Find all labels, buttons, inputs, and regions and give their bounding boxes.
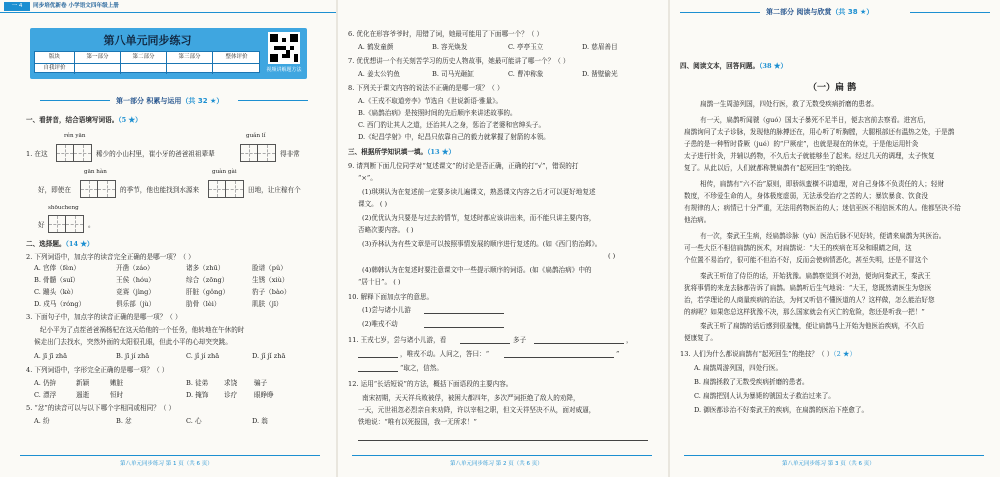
option[interactable]: D. 戍马（róng）: [34, 300, 86, 308]
q10-item: (1)尝与诸小儿游: [362, 306, 411, 314]
pinyin: gān hàn: [84, 169, 107, 175]
q7-stem: 7. 优优想讲一个有关刻苦学习的历史人物故事，她最可能讲了哪一个？（ ）: [348, 57, 570, 65]
passage-line: 太子进行针灸，并辅以药物，不久后太子就能够坐了起来。经过几天的调理，太子恢复: [684, 152, 935, 160]
option: 综合（zōng）: [186, 276, 229, 284]
option[interactable]: C. jǐ jí zhā: [186, 352, 220, 360]
q11-text: ，唯戎不动。人问之，答曰：“: [400, 350, 490, 358]
option: 诸多（zhū）: [186, 264, 225, 272]
passage-line: 秦武王听信了侍臣的话，开始犹豫。扁鹊察觉到不对劲，便询问秦武王，秦武王: [700, 272, 931, 280]
answer-line[interactable]: [534, 343, 624, 344]
q1-text: 得非常: [280, 150, 300, 158]
q10-item: (2)唯戎不动: [362, 320, 398, 328]
option: 豹子（bào）: [252, 288, 291, 296]
option: 恒时: [110, 391, 124, 399]
q3-text: 纪小平为了点茬爸爸祸杨杞在这天给他的一个任务，他转地在午休的时: [40, 326, 245, 334]
option[interactable]: A. 官俸（fèn）: [34, 264, 80, 272]
q11-text: 11. 王戎七岁，尝与诸小儿游，看: [348, 336, 447, 344]
passage-line: 子患的是一种暂时昏厥（jué）的“尸厥症”，也就是现在的休克，于是他运用针灸: [684, 140, 919, 148]
header-rule: [0, 12, 336, 13]
q9-item[interactable]: 课文。 ( ): [358, 200, 388, 208]
option: 眼睁睁: [254, 391, 274, 399]
option[interactable]: A. jī jī zhā: [34, 352, 68, 360]
option: 脸谱（pǔ）: [252, 264, 287, 272]
option[interactable]: B. 容光焕发: [432, 43, 468, 51]
q9-stem: 9. 请判断下面几位同学对“复述课文”的讨论是否正确，正确的打“√”，错误的打: [348, 162, 579, 170]
option[interactable]: B. 扁鹊拯救了无数受疾病折磨的患者。: [694, 378, 809, 386]
rubric-row-label: 自我评价: [35, 63, 75, 74]
q1-text: 好，即使在: [38, 186, 71, 194]
option: 竞赛（jìng）: [116, 288, 155, 296]
answer-line[interactable]: [460, 343, 510, 344]
option: 肋骨（lèi）: [186, 300, 221, 308]
page-footer: 第八单元同步练习 第 3 页（共 6 页）: [782, 461, 875, 467]
rubric-header: 版块: [35, 52, 75, 63]
option: 诊疗: [224, 391, 238, 399]
passage-line: 扁鹊一生周游列国，四处行医，救了无数受疾病折磨的患者。: [700, 100, 879, 108]
option[interactable]: B. 徒弟: [186, 379, 209, 387]
rubric-header: 第三部分: [167, 52, 213, 63]
answer-line[interactable]: [424, 327, 504, 328]
q9-item[interactable]: “居十日”。 ( ): [358, 278, 401, 286]
passage-line: 可一些大臣不相信扁鹊的医术，对扁鹊说：“大王的疾病在耳朵和眼睛之间，这: [684, 244, 912, 252]
answer-grid[interactable]: [80, 180, 116, 198]
option[interactable]: D.《纪昌学射》中，纪昌只依靠自己的毅力就掌握了射箭的本领。: [358, 133, 550, 141]
q11-text: “取之，信然。: [400, 364, 443, 372]
rubric-header: 第二部分: [121, 52, 167, 63]
passage-line: 他治病。: [684, 216, 711, 224]
rubric-header: 整体评价: [225, 54, 248, 60]
option[interactable]: B. 司马光砸缸: [432, 70, 475, 78]
q12-text: 南宋初期，天天祥兵败被俘，被困大都四年，多次严词拒绝了敌人的劝降，: [362, 394, 580, 402]
q9-stem: “×”。: [358, 174, 377, 182]
option: 肝脏（gǒng）: [186, 288, 230, 296]
option: 开凿（záo）: [116, 264, 154, 272]
answer-line[interactable]: [358, 371, 398, 372]
answer-grid[interactable]: [48, 215, 84, 233]
q1-text: 。: [88, 221, 95, 229]
answer-grid[interactable]: [56, 144, 92, 162]
passage-line: 有一天，扁鹊听闻虢（guó）国太子暴死不足半日，便去宫前去察看。进宫后，: [700, 116, 931, 124]
option: 生锈（xiù）: [252, 276, 289, 284]
pinyin: shōucheng: [48, 205, 79, 211]
option[interactable]: B. 忿: [116, 417, 132, 425]
part2-heading: 第二部分 阅读与欣赏（共 38 ★）: [766, 8, 874, 16]
pinyin: guǎn lǐ: [246, 133, 266, 139]
pinyin: rén yān: [64, 133, 86, 139]
option[interactable]: A.《王戎不取道旁李》节选自《世说新语·雅量》。: [358, 97, 503, 105]
q1-text: 田地，让庄稼有个: [248, 186, 301, 194]
q4-stem: 4. 下列词语中，字形完全正确的是哪一项？（ ）: [26, 366, 169, 374]
option[interactable]: C. 蹦头（kè）: [34, 288, 78, 296]
option: 肌肤（jī）: [252, 300, 283, 308]
q3-text: 候走出门去找水，突然外面的太阳很孔眼，但此小平的心却突突跳。: [34, 338, 232, 346]
option[interactable]: C. 扁鹊把别人认为暴毙的虢国太子救治过来了。: [694, 392, 835, 400]
option[interactable]: C. 西门豹让其人之道，还治其人之身，惩治了老婆和官绅头子。: [358, 121, 546, 129]
passage-line: 个位置不易治疗，很可能不但治不好，反而会使病情恶化，甚至失明，还是不冒这个: [684, 256, 928, 264]
q9-item[interactable]: 否略次要内容。 ( ): [358, 226, 414, 234]
q9-item: (3)乔林认为有些文章是可以按照事情发展的顺序进行复述的。(如《西门豹治邺》。: [362, 240, 602, 248]
option[interactable]: C. 亭亭玉立: [508, 43, 544, 51]
section2-title: 二、选择题。（14 ★）: [26, 240, 94, 248]
option: 王侯（hóu）: [116, 276, 155, 284]
q1-text: 好: [38, 221, 45, 229]
option[interactable]: C. 漂浮: [34, 391, 57, 399]
option: 嫩脏: [110, 379, 124, 387]
option[interactable]: B. jī jí zhā: [116, 352, 150, 360]
section1-title: 一、看拼音，结合语境写词语。（5 ★）: [26, 116, 142, 124]
part1-label: 第一部分 积累与运用: [116, 97, 182, 105]
q3-stem: 3. 下面句子中，加点字的读音正确的是哪一项？（ ）: [26, 313, 182, 321]
passage-line: 相传，扁鹊有“六不治”原则，即骄纵蛮横不讲道理，对自己身体不负责任的人；轻财: [700, 180, 945, 188]
q1-text: 稀少的小山村里，崔小牙的爸爸祖祖辈辈: [96, 150, 215, 158]
page-header: [0, 0, 336, 14]
option[interactable]: A. 仍拚: [34, 379, 57, 387]
q11-text: 多子: [513, 336, 527, 344]
q8-stem: 8. 下列关于课文内容的说法不正确的是哪一项？（ ）: [348, 84, 504, 92]
passage-line: 扁鹊询问了太子诊脉，发现他的脉搏还在，用心听了听胸膛，大腿根部还有温热之处，于是鹊: [684, 128, 955, 136]
unit-title: 第八单元同步练习: [103, 34, 192, 47]
passage-line: 犹将事情的来龙去脉都告诉了扁鹊。扁鹊听后生气地说：“大王，您既然请医生为您医: [684, 284, 932, 292]
option[interactable]: D. 掩饰: [186, 391, 209, 399]
passage-line: 数度，不珍爱生命的人，身体极度虚弱，无法承受治疗之苦的人；暴饮暴食、饮食没: [684, 192, 928, 200]
answer-line[interactable]: [504, 357, 614, 358]
q11-text: ”: [616, 350, 620, 358]
section3-title: 三、根据所学知识填一填。（13 ★）: [348, 148, 456, 156]
option[interactable]: D. 慈眉善目: [582, 43, 618, 51]
q10-stem: 10. 解释下面加点字的意思。: [348, 293, 434, 301]
option: 新颖: [76, 379, 90, 387]
answer-line[interactable]: [358, 357, 398, 358]
q9-item: (1)琪琪认为在复述前一定要多读儿遍课文，熟悉课文内容之后才可以更好地复述: [362, 188, 596, 196]
option[interactable]: B.《扁鹊治病》是按照时间的先后顺序来讲述故事的。: [358, 109, 517, 117]
book-title: 同步培优新卷 小学语文四年级上册: [33, 3, 119, 9]
option[interactable]: C. 心: [186, 417, 202, 425]
option[interactable]: A. 姜太公钓鱼: [358, 70, 400, 78]
passage-line: 秦武王听了扁鹊的话后感到很羞愧，便让扁鹊马上开始为他医治疾病，不久后: [700, 322, 925, 330]
page-footer: 第八单元同步练习 第 1 页（共 6 页）: [120, 461, 213, 467]
page-1: [0, 0, 336, 477]
option[interactable]: D. 凿壁偷光: [582, 70, 618, 78]
option[interactable]: B. 骨髓（suǐ）: [34, 276, 80, 284]
qr-caption: 视频讲解题方法: [266, 67, 302, 73]
q9-item: (4)韩韩认为在复述时要注意课文中一些提示顺序的词语。(如《扁鹊治病》中的: [362, 266, 592, 274]
option[interactable]: A. 扁鹊周游列国，四处行医。: [694, 364, 783, 372]
q12-text: 一天，元世祖忽必烈亲自来劝降，许以宰相之职，但文天祥坚决不从，面对威逼，: [358, 406, 596, 414]
q5-stem: 5. “忿”的读音可以与以下哪个字相同或相同？（ ）: [26, 404, 176, 412]
q6-stem: 6. 优化在形容爷爷时，用错了词，她最可能用了下面哪一个？（ ）: [348, 30, 544, 38]
option[interactable]: A. 鹤发童颜: [358, 43, 394, 51]
page-footer: 第八单元同步练习 第 2 页（共 6 页）: [450, 461, 543, 467]
option[interactable]: C. 曹冲称象: [508, 70, 544, 78]
rubric-header: 第一部分: [75, 52, 121, 63]
option: 求饶: [224, 379, 238, 387]
q2-stem: 2. 下列词语中，加点字的读音完全正确的是哪一项？（ ）: [26, 253, 195, 261]
q9-item[interactable]: ( ): [608, 252, 616, 260]
passage-line: 治，若学理论的人商量疾病的治法，为何又听信不懂医道的人？这样做，怎么能治好您: [684, 296, 935, 304]
option[interactable]: D. 翁: [252, 417, 268, 425]
section4-title: 四、阅读文本，回答问题。（38 ★）: [680, 62, 788, 70]
option: 俱乐部（jù）: [116, 300, 156, 308]
answer-line[interactable]: [358, 440, 648, 441]
answer-grid[interactable]: [208, 180, 244, 198]
q1-text: 的季节，他也能找到水源来: [120, 186, 200, 194]
self-assessment-table: [34, 51, 260, 73]
option[interactable]: D. 御医都诊治不好秦武王的疾病，在扁鹊的医治下痊愈了。: [694, 406, 869, 414]
passage-line: 有规律的人；病情已十分严重，无法用药物医治的人；迷信巫医不相信医术的人。他都坚决不给: [684, 204, 961, 212]
option[interactable]: D. jǐ jǐ zhā: [252, 352, 286, 360]
unit-banner: [30, 28, 307, 79]
qr-code-icon[interactable]: [268, 32, 300, 64]
answer-line[interactable]: [424, 313, 504, 314]
passage-line: 的病呢？如果您总这样犹豫不决，那么国家就会有灭亡的危险，您还是听我一把！”: [684, 308, 925, 316]
option: 骗子: [254, 379, 268, 387]
option[interactable]: A. 纷: [34, 417, 50, 425]
pinyin: guàn gài: [212, 169, 237, 175]
page-3: [670, 0, 1000, 477]
page-2: [338, 0, 668, 477]
passage-line: 有一次，秦武王生病，经扁鹊诊脉（yǔ）医治后脉不见好转，便请来扁鹊为其医治。: [700, 232, 946, 240]
q13-stem: 13. 人们为什么都说扁鹊有“起死回生”的绝技？（ ）（2 ★）: [680, 350, 857, 358]
q1-number: 1. 在这: [26, 150, 48, 158]
passage-line: 便康复了。: [684, 334, 717, 342]
q12-text: 铁地说：“唯有以死报国，我一无所求！”: [358, 418, 477, 426]
passage-title: （一）扁 鹊: [808, 83, 857, 93]
part1-points: （共 32 ★）: [181, 97, 224, 105]
part1-heading: [40, 96, 300, 105]
option: 遏逝: [76, 391, 90, 399]
q9-item: (2)优优认为只要是与过去的情节，复述时都应该讲出来，而不能只讲主要内容，: [362, 214, 596, 222]
q12-stem: 12. 运用“长话短说”的方法，概括下面语段的主要内容。: [348, 380, 513, 388]
q11-text: ，: [626, 336, 633, 344]
answer-grid[interactable]: [240, 144, 276, 162]
passage-line: 复了。从此以后，人们就都称赞扁鹊有“起死回生”的绝技。: [684, 164, 856, 172]
page-tag: 一 4: [4, 2, 30, 11]
